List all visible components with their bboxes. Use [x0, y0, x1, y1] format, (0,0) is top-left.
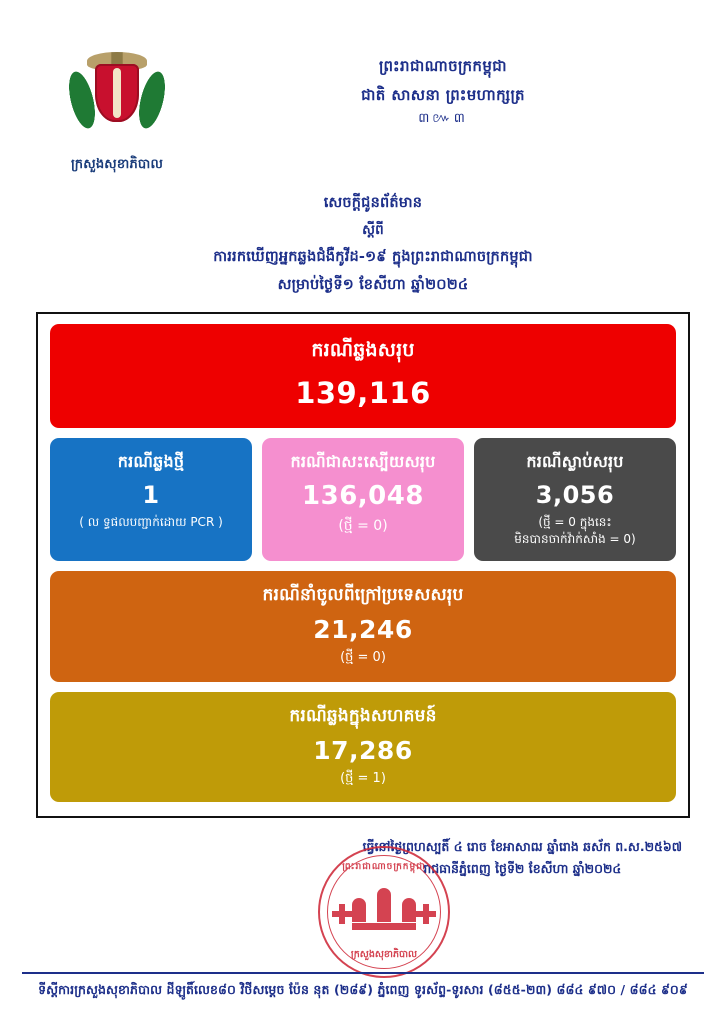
imported-note: (ថ្មី = 0)	[340, 649, 386, 665]
kingdom-name: ព្រះរាជាណាចក្រកម្ពុជា	[379, 57, 507, 75]
total-cases-title: ករណីឆ្លងសរុប	[311, 339, 415, 361]
title-line-3: ការរកឃើញអ្នកឆ្លងជំងឺកូវីដ-១៩ ក្នុងព្រះរាជាណាចក្រកម្ពុជា	[213, 248, 533, 265]
kingdom-heading	[190, 52, 696, 130]
stamp-bottom-text: ក្រសួងសុខាភិបាល	[350, 949, 418, 960]
deaths-value: 3,056	[535, 481, 615, 509]
ministry-label: ក្រសួងសុខាភិបាល	[70, 157, 164, 172]
signature-line-1: ធ្វើនៅថ្ងៃព្រហស្បតិ៍ ៤ រោច ខែអាសាឍ ឆ្នាំរោង ឆស័ក ព.ស.២៥៦៧	[362, 839, 682, 854]
recovered-value: 136,048	[302, 481, 424, 511]
title-line-4: សម្រាប់ថ្ងៃទី១ ខែសីហា ឆ្នាំ២០២៤	[277, 276, 469, 293]
stats-row	[50, 438, 676, 561]
recovered-title: ករណីជាសះស្បើយសរុប	[290, 452, 436, 471]
imported-title: ករណីនាំចូលពីក្រៅប្រទេសសរុប	[262, 584, 464, 605]
temple-tower-right	[402, 898, 416, 922]
temple-tower-left	[352, 898, 366, 922]
recovered-note: (ថ្មី = 0)	[338, 518, 388, 534]
red-cross-right-icon	[416, 904, 436, 924]
serpent-icon	[113, 68, 121, 118]
title-line-1: សេចក្ដីជូនព័ត៌មាន	[323, 195, 423, 211]
kingdom-divider: ៣៚៣	[418, 111, 468, 126]
document-header	[0, 0, 726, 185]
health-emblem-icon	[65, 48, 169, 152]
card-new-cases	[50, 438, 252, 561]
statistics-panel	[36, 312, 690, 818]
red-cross-left-icon	[332, 904, 352, 924]
community-value: 17,286	[313, 735, 413, 765]
card-total-cases	[50, 324, 676, 428]
document-title-block	[60, 190, 686, 299]
signature-line-2: រាជធានីភ្នំពេញ ថ្ងៃទី២ ខែសីហា ឆ្នាំ២០២៤	[423, 860, 622, 876]
ministry-emblem	[52, 48, 182, 175]
official-stamp-icon	[318, 846, 450, 978]
kingdom-motto: ជាតិ សាសនា ព្រះមហាក្សត្រ	[361, 85, 525, 104]
community-note: (ថ្មី = 1)	[340, 770, 386, 786]
temple-base	[352, 923, 416, 930]
deaths-title: ករណីស្លាប់សរុប	[526, 452, 624, 471]
card-recovered-cases	[262, 438, 464, 561]
new-cases-value: 1	[142, 481, 160, 509]
stamp-top-text: ព្រះរាជាណាចក្រកម្ពុជា	[342, 862, 426, 872]
card-community-cases	[50, 692, 676, 803]
community-title: ករណីឆ្លងក្នុងសហគមន៍	[289, 705, 437, 726]
new-cases-title: ករណីឆ្លងថ្មី	[117, 452, 185, 471]
card-deaths	[474, 438, 676, 561]
deaths-note-line2: មិនបានចាក់វ៉ាក់សាំង = 0)	[514, 532, 636, 547]
card-imported-cases	[50, 571, 676, 682]
footer-divider	[22, 972, 704, 974]
deaths-note-line1: (ថ្មី = 0 ក្នុងនេះ	[538, 515, 612, 529]
total-cases-value: 139,116	[295, 376, 431, 410]
new-cases-note: ( ល ទ្ធផលបញ្ជាក់ដោយ PCR )	[79, 515, 223, 529]
title-line-2: ស្ដីពី	[362, 221, 384, 238]
footer-address: ទីស្ដីការក្រសួងសុខាភិបាល ដីឡូតិ៍លេខ៨០ វិថីសម្ដេច ប៉ែន នុត (២៨៩) ភ្នំពេញ ទូរស័ព្ទ-ទូរសារ (៨៥៥-២៣) ៨៨៤ ៩៧០ / ៨៨៤ ៩០៩	[38, 982, 688, 997]
angkor-temple-icon	[352, 890, 416, 930]
temple-tower-center	[377, 888, 391, 922]
imported-value: 21,246	[313, 614, 413, 644]
